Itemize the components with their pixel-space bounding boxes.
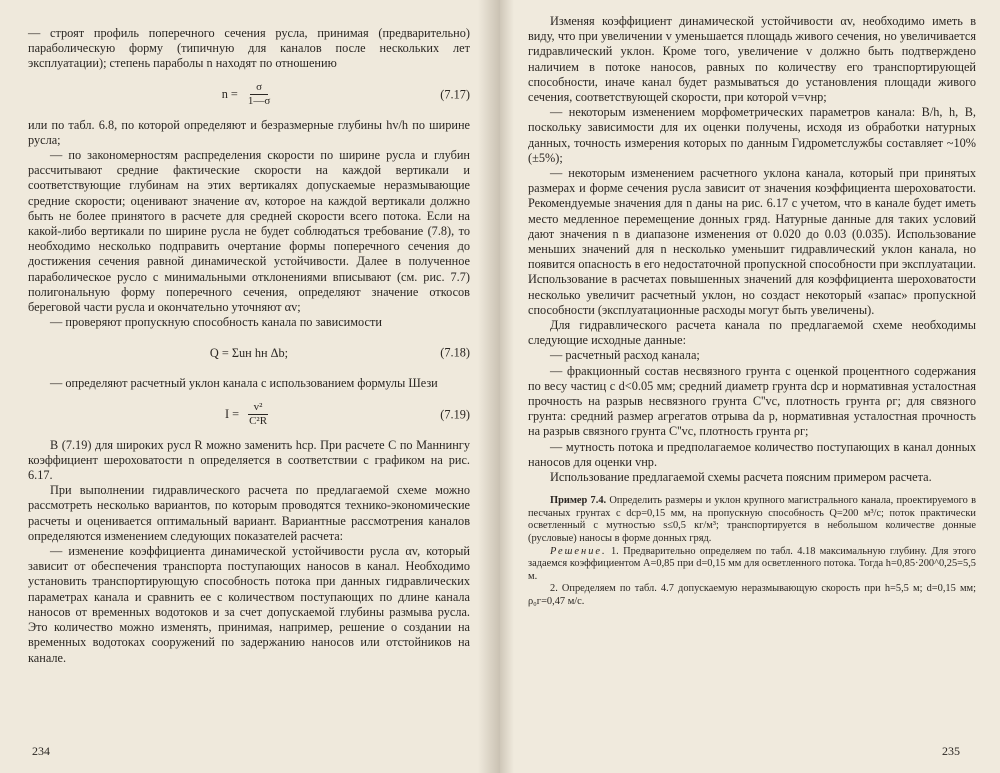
- paragraph: — некоторым изменением расчетного уклона канала, который при принятых размерах и форме сечения русла зависит от значения коэффициента шероховатости. Рекомендуемые значения для n даны на рис. 6.17 с учетом, что в канале будет иметь место медленное перемещение донных гряд. Натурные данные для таких условий дают значения n в диапазоне изменения от 0.020 до 0.03 (0.035). Использование меньших значений для n несколько уменьшит гидравлический уклон канала, но появится опасность в его недостаточной пропускной способности при эксплуатации. Использование в расчетах повышенных значений для коэффициента шероховатости несколько увеличит расчетный уклон, но создаст некоторый «запас» пропускной способности (эксплуатационные расходы могут быть увеличены).: [528, 166, 976, 317]
- fraction: [243, 401, 273, 428]
- formula-text: Q = Σuн hн Δb;: [209, 345, 289, 360]
- right-page: [500, 0, 1000, 773]
- paragraph: — строят профиль поперечного сечения русла, принимая (предварительно) параболическую форму (типичную для каналов после нескольких лет эксплуатации); степень параболы n находят по отношению: [28, 26, 470, 71]
- formula-lhs: n =: [221, 87, 238, 101]
- paragraph: — фракционный состав несвязного грунта с оценкой процентного содержания по весу частиц с d<0.05 мм; средний диаметр грунта dср и нормативная усталостная прочность на разрыв несвязного грунта C''vc, плотность грунта ρг; для связного грунта: средний размер агрегатов отрыва dа р, нормативная усталостная прочность на разрыв связного грунта C''vc, плотность грунта ρг;: [528, 363, 976, 439]
- paragraph: — изменение коэффициента динамической устойчивости русла αv, который зависит от обеспечения транспорта поступающих наносов в канал. Необходимо установить транспортирующую способность потока при данных гидравлических параметрах канала и сравнить ее с количеством поступающих по длине канала наносов от временных водотоков и за счет допускаемой глубины размыва русла. Это количество можно изменять, принимая, например, решение о создании на временных водотоках сооружений по задержанию наносов или отстойников на канале.: [28, 544, 470, 665]
- numerator: v²: [248, 401, 269, 415]
- page-number: 234: [32, 743, 50, 758]
- numerator: σ: [250, 81, 268, 95]
- paragraph: — определяют расчетный уклон канала с использованием формулы Шези: [50, 376, 438, 391]
- paragraph: В (7.19) для широких русл R можно заменить hср. При расчете C по Маннингу коэффициент шероховатости n определяется в соответствии с графиком на рис. 6.17.: [28, 437, 470, 483]
- paragraph: — мутность потока и предполагаемое количество поступающих в канал донных наносов для оценки vнр.: [528, 439, 976, 469]
- example-heading: Пример 7.4.: [550, 495, 607, 507]
- paragraph: При выполнении гидравлического расчета по предлагаемой схеме можно рассмотреть несколько вариантов, по которым проводятся технико-экономические расчеты и оценивается оптимальный вариант. Вариантные рассмотрения каналов определяются изменением следующих показателей расчета:: [28, 483, 470, 543]
- example-text: Определить размеры и уклон крупного магистрального канала, проектируемого в песчаных грунтах с dср=0,15 мм, на пропускную способность Q=200 м³/с; поток практически осветленный с мутностью s≤0,5 кг/м³; транспортируется в небольшом количестве донные (русловые) наносы в форме донных гряд.: [528, 495, 977, 545]
- formula-7-18: [28, 338, 470, 368]
- formula-lhs: I =: [224, 407, 240, 422]
- solution-step-2: 2. Определяем по табл. 4.7 допускаемую неразмывающую скорость при h=5,5 м; d=0,15 мм; ρ₀г=0,47 м/с.: [528, 583, 976, 608]
- solution-heading: Решение.: [550, 545, 607, 557]
- equation-number: (7.19): [440, 407, 470, 422]
- paragraph: — некоторым изменением морфометрических параметров канала: B/h, h, B, поскольку зависимости для их оценки получены, исходя из обработки натурных данных, точность измерения которых по данным Гидрометслужбы составляет ~10% (±5%);: [528, 105, 976, 165]
- equation-number: (7.18): [440, 345, 470, 360]
- paragraph: Для гидравлического расчета канала по предлагаемой схеме необходимы следующие исходные данные:: [528, 318, 976, 348]
- gutter-shadow: [478, 0, 500, 773]
- paragraph: Изменяя коэффициент динамической устойчивости αv, необходимо иметь в виду, что при увеличении v уменьшается площадь живого сечения, но увеличивается гидравлический уклон. Кроме того, увеличение v должно быть подтверждено наличием в потоке наносов, равных по количеству его транспортирующей способности, иначе канал будет размываться до установления площади живого сечения, соответствующей скорости, при которой v=vнр;: [528, 14, 976, 105]
- formula-7-17: [28, 80, 470, 110]
- paragraph: или по табл. 6.8, по которой определяют и безразмерные глубины hv/h по ширине русла;: [28, 117, 470, 147]
- solution-block: [528, 546, 976, 584]
- denominator: 1—σ: [247, 95, 271, 108]
- denominator: C²R: [249, 415, 268, 428]
- fraction: [242, 81, 276, 108]
- page-number: 235: [942, 743, 960, 758]
- equation-number: (7.17): [440, 87, 470, 102]
- paragraph: Использование предлагаемой схемы расчета поясним примером расчета.: [550, 470, 932, 485]
- example-block: [528, 495, 976, 545]
- paragraph: — проверяют пропускную способность канала по зависимости: [50, 315, 382, 330]
- solution-step-1: 1. Предварительно определяем по табл. 4.18 максимальную глубину. Для этого задаемся коэффициентом A=0,85 при d=0,15 мм для осветленного потока. Тогда h=0,85·200^0,25=5,5 м.: [528, 545, 976, 582]
- gutter-shadow: [500, 0, 514, 773]
- paragraph: — по закономерностям распределения скорости по ширине русла и глубин рассчитывают средние фактические скорости на каждой вертикали и соответствующие глубинам на этих вертикалях допускаемые неразмывающие средние скорости; оценивают значение αv, которое на каждой вертикали должно быть не более принятого в расчете для средней скорости всего потока. Если на какой-либо вертикали по ширине русла не будет соблюдаться требование (7.8), то необходимо несколько подправить очертание формы поперечного сечения до достижения сечения равной динамической устойчивости. Далее в полученное параболическое русло с минимальными отклонениями вписывают (см. рис. 7.7) полигональную форму поперечного сечения, определяют значение откосов береговой части русла и окончательно уточняют αv;: [28, 148, 470, 315]
- formula-7-19: [28, 400, 470, 430]
- paragraph: — расчетный расход канала;: [550, 348, 700, 363]
